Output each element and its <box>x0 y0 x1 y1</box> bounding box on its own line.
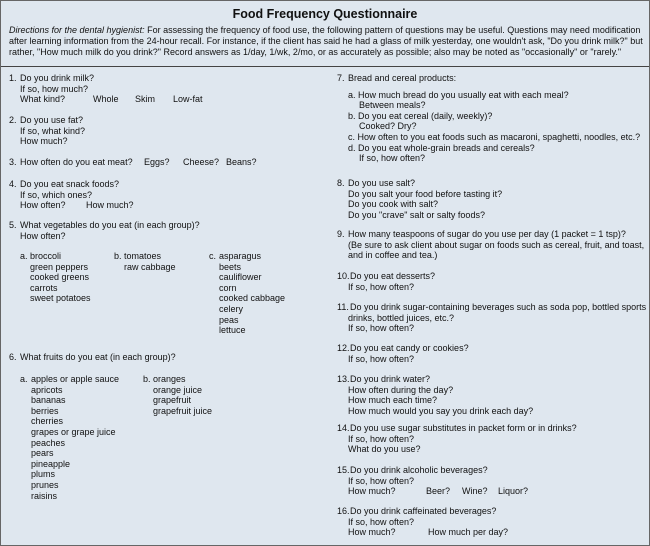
question-text: b. Do you eat cereal (daily, weekly)? <box>348 110 493 121</box>
question-text: How many teaspoons of sugar do you use per day (1 packet = 1 tsp)? <box>348 229 626 239</box>
option-text: Low-fat <box>173 94 203 105</box>
option-text: Skim <box>135 94 155 105</box>
directions-lead: Directions for the dental hygienist: <box>9 25 145 35</box>
list-item: beets <box>219 261 242 272</box>
question-13 <box>337 374 643 416</box>
list-item: celery <box>219 303 244 314</box>
question-10 <box>337 271 643 292</box>
list-item: raw cabbage <box>124 261 176 272</box>
option-text: Beans? <box>226 157 257 167</box>
divider <box>1 66 649 67</box>
group-label: a. <box>20 251 28 261</box>
list-item: broccoli <box>30 251 62 261</box>
question-text: What vegetables do you eat (in each group)? <box>20 220 200 230</box>
question-text: If so, how much? <box>20 83 89 94</box>
question-number: 2. <box>9 115 17 125</box>
vegetable-group-c <box>209 251 285 336</box>
question-text: d. Do you eat whole-grain breads and cereals? <box>348 142 535 153</box>
question-text: How much? <box>20 136 68 147</box>
question-text: If so, how often? <box>359 153 426 164</box>
list-item: peaches <box>31 437 66 448</box>
option-text: Cheese? <box>183 157 220 167</box>
list-item: peas <box>219 314 239 325</box>
list-item: cherries <box>31 416 64 427</box>
question-text: Do you drink sugar-containing beverages such as soda pop, bottled sports <box>350 302 647 312</box>
question-text: How often? <box>20 200 66 211</box>
question-text: If so, how often? <box>348 353 415 364</box>
vegetable-group-b <box>114 251 176 272</box>
question-number: 1. <box>9 73 17 83</box>
group-label: b. <box>143 374 151 384</box>
directions-paragraph <box>9 25 643 57</box>
list-item: corn <box>219 282 237 293</box>
list-item: berries <box>31 405 59 416</box>
question-text: If so, which ones? <box>20 189 93 200</box>
question-number: 16. <box>337 506 350 516</box>
list-item: asparagus <box>219 251 262 261</box>
option-text: Whole <box>93 94 119 105</box>
question-6 <box>9 352 327 363</box>
list-item: lettuce <box>219 325 246 336</box>
question-text: How much? <box>348 486 396 497</box>
question-number: 7. <box>337 73 345 83</box>
question-text: Do you drink alcoholic beverages? <box>350 465 488 475</box>
question-text: Bread and cereal products: <box>348 73 457 83</box>
question-number: 4. <box>9 179 17 189</box>
fruit-group-a <box>20 374 119 501</box>
question-9 <box>337 229 643 261</box>
option-text: Liquor? <box>498 486 529 497</box>
question-text: If so, how often? <box>348 323 415 334</box>
question-text: If so, how often? <box>348 475 415 486</box>
list-item: cooked greens <box>30 272 90 283</box>
question-text: How often? <box>20 230 66 241</box>
list-item: orange juice <box>153 384 203 395</box>
question-1 <box>9 73 327 105</box>
option-text: Eggs? <box>144 157 170 167</box>
question-text: c. How often to you eat foods such as macaroni, spaghetti, noodles, etc.? <box>348 131 641 142</box>
question-text: (Be sure to ask client about sugar on foods such as cereal, fruit, and toast, <box>348 239 645 250</box>
question-number: 10. <box>337 271 350 281</box>
question-text: How much per day? <box>428 527 509 538</box>
question-text: If so, how often? <box>348 516 415 527</box>
list-item: sweet potatoes <box>30 293 91 304</box>
question-text: How often do you eat meat? <box>20 157 133 167</box>
question-text: How much? <box>86 200 134 211</box>
list-item: raisins <box>31 490 58 501</box>
question-number: 13. <box>337 374 350 384</box>
question-number: 15. <box>337 465 350 475</box>
question-16 <box>337 506 643 538</box>
question-text: How often during the day? <box>348 384 454 395</box>
option-text: Wine? <box>462 486 488 497</box>
question-text: Do you eat snack foods? <box>20 179 120 189</box>
question-number: 9. <box>337 229 345 239</box>
list-item: cauliflower <box>219 272 262 283</box>
question-number: 6. <box>9 352 17 362</box>
question-3 <box>9 157 327 168</box>
question-text: Do you eat desserts? <box>350 271 436 281</box>
question-text: If so, how often? <box>348 433 415 444</box>
question-text: What kind? <box>20 94 66 105</box>
question-text: Do you cook with salt? <box>348 199 439 210</box>
list-item: green peppers <box>30 261 89 272</box>
fruit-group-b <box>143 374 212 416</box>
question-2 <box>9 115 327 147</box>
list-item: apples or apple sauce <box>31 374 120 384</box>
question-text: Do you "crave" salt or salty foods? <box>348 209 485 220</box>
question-14 <box>337 423 643 455</box>
page-title: Food Frequency Questionnaire <box>232 7 418 21</box>
question-text: What do you use? <box>348 444 421 455</box>
question-text: Do you use sugar substitutes in packet form or in drinks? <box>350 423 577 433</box>
question-text: If so, how often? <box>348 281 415 292</box>
list-item: pineapple <box>31 458 71 469</box>
question-15 <box>337 465 643 497</box>
question-text: Cooked? Dry? <box>359 121 417 132</box>
question-7 <box>337 73 643 164</box>
question-number: 5. <box>9 220 17 230</box>
question-11 <box>337 302 647 334</box>
directions-text: For assessing the frequency of food use, the following pattern of questions may be useful. Questions may need modification after learning information from the 24-hour recall. For instance, if the client has said he had a glass of milk yesterday, one wouldn't ask, "Do you drink milk?" but rather, "How much milk do you drink?" Record answers as 1/day, 1/wk, 2/mo, or as accurately as possible; also may be noted as "occasionally" or "rarely." <box>9 25 643 57</box>
list-item: grapefruit <box>153 395 192 406</box>
question-4 <box>9 179 327 211</box>
question-text: Do you salt your food before tasting it? <box>348 188 503 199</box>
list-item: carrots <box>30 282 58 293</box>
question-number: 12. <box>337 343 350 353</box>
vegetable-group-a <box>20 251 91 304</box>
list-item: bananas <box>31 395 66 406</box>
list-item: grapes or grape juice <box>31 426 116 437</box>
question-text: Do you drink caffeinated beverages? <box>350 506 497 516</box>
question-text: Do you use fat? <box>20 115 84 125</box>
list-item: plums <box>31 469 56 480</box>
question-number: 8. <box>337 178 345 188</box>
question-12 <box>337 343 643 364</box>
option-text: Beer? <box>426 486 451 497</box>
question-text: Between meals? <box>359 100 426 111</box>
question-text: Do you drink water? <box>350 374 431 384</box>
group-label: b. <box>114 251 122 261</box>
question-text: Do you drink milk? <box>20 73 95 83</box>
list-item: prunes <box>31 479 59 490</box>
group-label: a. <box>20 374 28 384</box>
question-number: 14. <box>337 423 350 433</box>
list-item: apricots <box>31 384 63 395</box>
question-8 <box>337 178 643 220</box>
question-text: drinks, bottled juices, etc.? <box>348 312 455 323</box>
question-text: Do you eat candy or cookies? <box>350 343 469 353</box>
question-text: How much each time? <box>348 395 438 406</box>
list-item: cooked cabbage <box>219 293 286 304</box>
question-number: 11. <box>337 302 349 312</box>
question-text: How much would you say you drink each day? <box>348 405 534 416</box>
question-text: How much? <box>348 527 396 538</box>
question-text: What fruits do you eat (in each group)? <box>20 352 176 362</box>
question-text: If so, what kind? <box>20 125 86 136</box>
question-5 <box>9 220 327 241</box>
list-item: grapefruit juice <box>153 405 213 416</box>
question-text: and in coffee and tea.) <box>348 250 438 261</box>
question-text: Do you use salt? <box>348 178 416 188</box>
question-number: 3. <box>9 157 17 167</box>
list-item: pears <box>31 448 54 459</box>
group-label: c. <box>209 251 217 261</box>
question-text: a. How much bread do you usually eat with each meal? <box>348 89 569 100</box>
list-item: oranges <box>153 374 186 384</box>
list-item: tomatoes <box>124 251 162 261</box>
